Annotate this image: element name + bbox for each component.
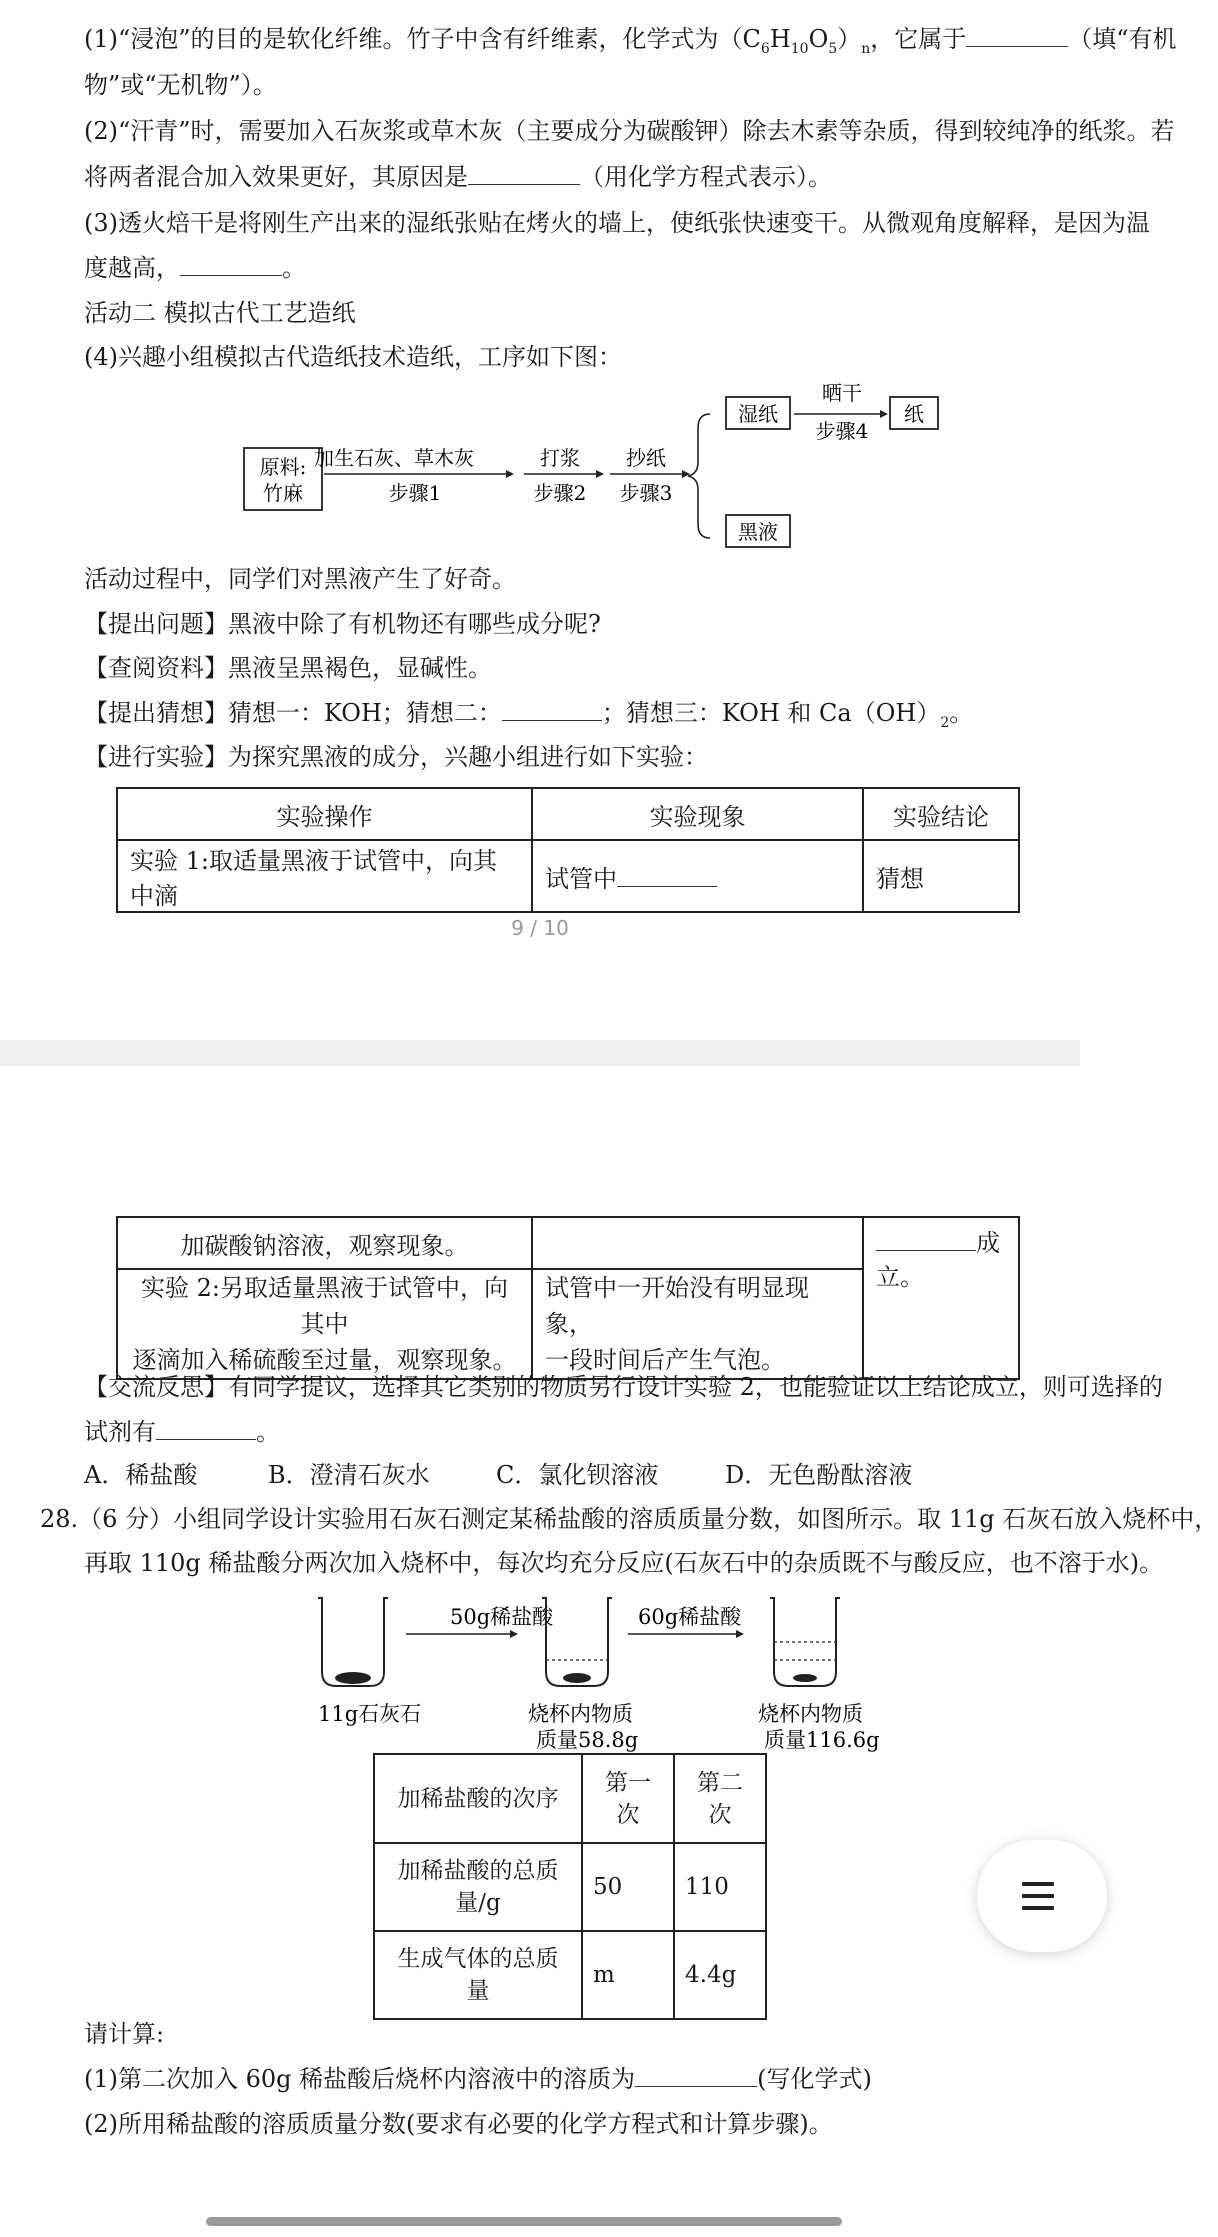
document-page-10 [0,1066,1218,2237]
reflection-line2: 试剂有 。 [84,1418,280,1446]
answer-blank [180,253,282,276]
please-calculate: 请计算: [84,2020,165,2048]
calc-r2c1: 加稀盐酸的总质 量/g [374,1843,582,1931]
answer-blank [502,698,602,721]
calc-r3c2: m [582,1931,674,2019]
limestone-lump [335,1672,371,1684]
exp1-operation: 实验 1:取适量黑液于试管中，向其中滴 [117,840,532,912]
answer-blank [617,864,717,887]
beaker3-label-2: 质量116.6g [764,1728,880,1752]
answer-blank [156,1417,256,1440]
answer-blank [468,162,580,185]
raise-question: 【提出问题】黑液中除了有机物还有哪些成分呢? [84,610,601,638]
beaker-1 [318,1598,388,1686]
calc-r2c3: 110 [674,1843,766,1931]
reflection-line1: 【交流反思】有同学提议，选择其它类别的物质另行设计实验 2，也能验证以上结论成立，则可选择的 [84,1373,1163,1401]
step2-top: 打浆 [540,446,580,470]
beaker2-label-2: 质量58.8g [536,1728,639,1752]
home-indicator[interactable] [206,2217,842,2226]
beaker2-label-1: 烧杯内物质 [528,1702,633,1726]
black-liquor-label: 黑液 [738,520,778,544]
raw-label-2: 竹麻 [263,481,303,505]
curious-line: 活动过程中，同学们对黑液产生了好奇。 [84,565,516,593]
calc-question-1: (1)第二次加入 60g 稀盐酸后烧杯内溶液中的溶质为 (写化学式) [84,2065,872,2093]
answer-blank [966,24,1068,47]
raw-label-1: 原料: [259,455,307,479]
process-flow-diagram [230,378,950,558]
option-a: A．稀盐酸 [84,1461,198,1489]
exp1-phenomenon: 试管中 [532,840,863,912]
step1-label: 步骤1 [388,481,442,505]
arrow1-label: 50g稀盐酸 [450,1605,554,1629]
question-1-line2: 物”或“无机物”）。 [84,71,277,99]
answer-blank [876,1228,976,1251]
paper-label: 纸 [904,402,924,426]
option-d: D．无色酚酞溶液 [725,1461,913,1489]
question-1-line1: (1)“浸泡”的目的是软化纤维。竹子中含有纤维素，化学式为$(C_6H_{10}O_5)_n$，它属于 （填“有机 [84,25,1177,57]
page-number: 9 / 10 [511,916,569,940]
page-separator [0,1040,1080,1066]
calc-question-2: (2)所用稀盐酸的溶质质量分数(要求有必要的化学方程式和计算步骤)。 [84,2110,833,2138]
beaker1-label: 11g石灰石 [318,1702,422,1726]
step3-label: 步骤3 [619,481,673,505]
question-28-line1: 28.（6 分）小组同学设计实验用石灰石测定某稀盐酸的溶质质量分数，如图所示。取 11g 石灰石放入烧杯中， [40,1505,1218,1533]
experiment-table-top [116,787,1020,913]
step1-reagent: 加生石灰、草木灰 [314,446,474,470]
step3-top: 抄纸 [626,446,666,470]
question-3-line1: (3)透火焙干是将刚生产出来的湿纸张贴在烤火的墙上，使纸张快速变干。从微观角度解释，是因为温 [84,209,1150,237]
menu-icon [1022,1882,1054,1886]
header-phenomenon: 实验现象 [532,788,863,840]
exp2-operation: 实验 2:另取适量黑液于试管中，向其中 逐滴加入稀硫酸至过量，观察现象。 [117,1269,532,1379]
step4-top: 晒干 [822,381,862,405]
header-operation: 实验操作 [117,788,532,840]
calc-r1c3: 第二 次 [674,1754,766,1843]
menu-icon-bar [1022,1894,1054,1898]
lookup-info: 【查阅资料】黑液呈黑褐色，显碱性。 [84,654,492,682]
step2-label: 步骤2 [533,481,587,505]
activity-2-heading: 活动二 模拟古代工艺造纸 [84,299,356,327]
hypotheses: 【提出猜想】猜想一：KOH；猜想二： ；猜想三：KOH 和 $Ca(OH)_2$。 [84,699,974,731]
brace [688,414,710,538]
option-b: B．澄清石灰水 [268,1461,430,1489]
header-conclusion: 实验结论 [863,788,1019,840]
menu-icon-bar [1022,1906,1054,1910]
question-2-line1: (2)“汗青”时，需要加入石灰浆或草木灰（主要成分为碳酸钾）除去木素等杂质，得到较纯净的纸浆。若 [84,117,1175,145]
document-page-9 [0,0,1177,1040]
wet-paper-label: 湿纸 [738,402,778,426]
calc-r1c2: 第一 次 [582,1754,674,1843]
experiment-table-continued [116,1216,1020,1380]
question-4: (4)兴趣小组模拟古代造纸技术造纸，工序如下图： [84,343,622,371]
floating-menu-button[interactable] [977,1840,1107,1952]
conclusion-cell: 成 立。 [863,1217,1019,1379]
answer-blank [635,2064,757,2087]
beaker-3 [770,1598,840,1686]
beaker3-label-1: 烧杯内物质 [758,1702,863,1726]
question-3-line2: 度越高， 。 [84,254,306,282]
question-2-line2: 将两者混合加入效果更好，其原因是 （用化学方程式表示）。 [84,163,832,191]
exp1-operation-continued: 加碳酸钠溶液，观察现象。 [117,1217,532,1269]
calc-r1c1: 加稀盐酸的次序 [374,1754,582,1843]
question-28-line2: 再取 110g 稀盐酸分两次加入烧杯中，每次均充分反应(石灰石中的杂质既不与酸反应，也不溶于水)。 [84,1549,1164,1577]
option-c: C．氯化钡溶液 [496,1461,659,1489]
step4-label: 步骤4 [815,419,869,443]
exp2-phenomenon: 试管中一开始没有明显现象， 一段时间后产生气泡。 [532,1269,863,1379]
arrow2-label: 60g稀盐酸 [638,1605,742,1629]
exp1-conclusion: 猜想 [863,840,1019,912]
calc-r2c2: 50 [582,1843,674,1931]
calc-r3c1: 生成气体的总质 量 [374,1931,582,2019]
exp1-phenomenon-continued [532,1217,863,1269]
calculation-table [373,1753,767,2020]
experiment-intro: 【进行实验】为探究黑液的成分，兴趣小组进行如下实验： [84,743,708,771]
calc-r3c3: 4.4g [674,1931,766,2019]
